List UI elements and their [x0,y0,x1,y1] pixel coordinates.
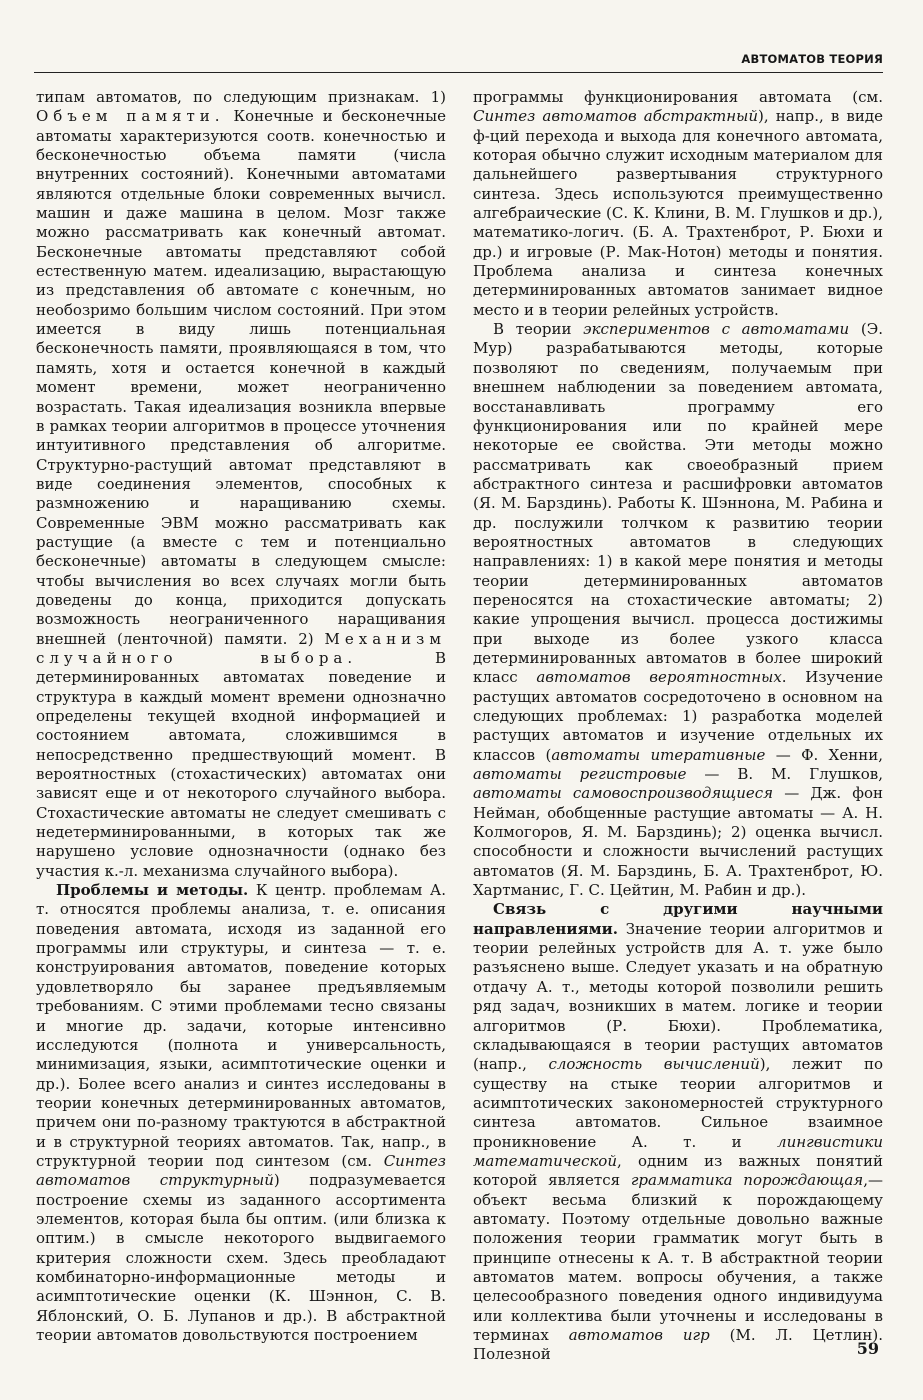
cross-reference[interactable]: Синтез автоматов абстрактный [473,107,758,126]
right-paragraph-2: В теории экспериментов с автоматами (Э. Мур) разрабатываются методы, которые позволяют по сведениям, получаемым при внешнем наблюдении за поведением автомата, восстанавливать программу его функционирования или по крайней мере некоторые ее свойства. Эти методы можно рассматривать как своеобразный прием абстрактного синтеза и расшифровки автоматов (Я. М. Барздинь). Работы К. Шэннона, М. Рабина и др. послужили толчком к развитию теории вероятностных автоматов в следующих направлениях: 1) в какой мере понятия и методы теории детерминированных автоматов переносятся на стохастические автоматы; 2) какие упрощения вычисл. процесса достижимы при выходе из более узкого класса детерминированных автоматов в более широкий класс автоматов вероятностных. Изучение растущих автоматов сосредоточено в основном на следующих проблемах: 1) разработка моделей растущих автоматов и изучение отдельных их классов (автоматы итеративные — Ф. Хенни, автоматы регистровые — В. М. Глушков, автоматы самовоспроизводящиеся — Дж. фон Нейман, обобщенные растущие автоматы — А. Н. Колмогоров, Я. М. Барздинь); 2) оценка вычисл. способности и сложности вычислений растущих автоматов (Я. М. Барздинь, Б. А. Трахтенброт, Ю. Хартманис, Г. С. Цейтин, М. Рабин и др.). [473,320,883,900]
cross-reference[interactable]: автоматы итеративные [551,745,766,764]
cross-reference[interactable]: грамматика порождающая [630,1171,864,1190]
cross-reference[interactable]: автоматов вероятностных [536,668,782,687]
cross-reference[interactable]: экспериментов с автоматами [583,320,850,339]
term-random-choice: Механизм случайного выбора. [36,629,446,667]
right-column [473,88,883,1365]
cross-reference[interactable]: лингвистики математической [473,1132,883,1170]
cross-reference[interactable]: автоматы самовоспроизводящиеся [473,784,774,803]
left-column [36,88,446,1345]
left-paragraph-2: Проблемы и методы. К центр. проблемам А. т. относятся проблемы анализа, т. е. описания поведения автомата, исходя из заданной его программы или структуры, и синтеза — т. е. конструирования автоматов, поведение которых удовлетворяло бы заранее предъявляемым требованиям. С этими проблемами тесно связаны и многие др. задачи, которые интенсивно исследуются (полнота и универсальность, минимизация, языки, асимптотические оценки и др.). Более всего анализ и синтез исследованы в теории конечных детерминированных автоматов, причем они по-разному трактуются в абстрактной и в структурной теориях автоматов. Так, напр., в структурной теории под синтезом (см. Синтез автоматов структурный) подразумевается построение схемы из заданного ассортимента элементов, которая была бы оптим. (или близка к оптим.) в смысле некоторого выдвигаемого критерия сложности схем. Здесь преобладают комбинаторно-информационные методы и асимптотические оценки (К. Шэннон, С. В. Яблонский, О. Б. Лупанов и др.). В абстрактной теории автоматов довольствуются построением [36,881,446,1344]
cross-reference[interactable]: автоматы регистровые [473,765,687,784]
right-paragraph-1: программы функционирования автомата (см. Синтез автоматов абстрактный), напр., в виде ф-ций перехода и выхода для конечного автомата, которая обычно служит исходным материалом для дальнейшего развертывания структурного синтеза. Здесь используются преимущественно алгебраические (С. К. Клини, В. М. Глушков и др.), математико-логич. (Б. А. Трахтенброт, Р. Бюхи и др.) и игровые (Р. Мак-Нотон) методы и понятия. Проблема анализа и синтеза конечных детерминированных автоматов занимает видное место и в теории релейных устройств. [473,88,883,319]
header-rule [34,72,883,73]
cross-reference[interactable]: Синтез автоматов структурный [36,1151,446,1190]
right-paragraph-3: Связь с другими научными направлениями. Значение теории алгоритмов и теории релейных устройств для А. т. уже было разъяснено выше. Следует указать и на обратную отдачу А. т., методы которой позволили решить ряд задач, возникших в матем. логике и теории алгоритмов (Р. Бюхи). Проблематика, складывающаяся в теории растущих автоматов (напр., сложность вычислений), лежит по существу на стыке теории алгоритмов и асимптотических закономерностей структурного синтеза автоматов. Сильное взаимное проникновение А. т. и лингвистики математической, одним из важных понятий которой является грамматика порождающая,— объект весьма близкий к порождающему автомату. Поэтому отдельные довольно важные положения теории грамматик могут быть в принципе отнесены к А. т. В абстрактной теории автоматов матем. вопросы обучения, а также целесообразного поведения одного индивидуума или коллектива были уточнены и исследованы в терминах автоматов игр (М. Л. Цетлин). Полезной [473,900,884,1364]
running-head: АВТОМАТОВ ТЕОРИЯ [741,52,883,66]
term-memory-volume: Объем памяти. [36,107,225,126]
cross-reference[interactable]: автоматов игр [568,1326,710,1344]
left-paragraph-1: типам автоматов, по следующим признакам. 1) Объем памяти. Конечные и бесконечные автоматы характеризуются соотв. конечностью и бесконечностью объема памяти (числа внутренних состояний). Конечными автоматами являются отдельные блоки современных вычисл. машин и даже машина в целом. Мозг также можно рассматривать как конечный автомат. Бесконечные автоматы представляют собой естественную матем. идеализацию, вырастающую из представления об автомате с конечным, но необозримо большим числом состояний. При этом имеется в виду лишь потенциальная бесконечность памяти, проявляющаяся в том, что память, хотя и остается конечной в каждый момент времени, может неограниченно возрастать. Такая идеализация возникла впервые в рамках теории алгоритмов в процессе уточнения интуитивного представления об алгоритме. Структурно-растущий автомат представляют в виде соединения элементов, способных к размножению и наращиванию схемы. Современные ЭВМ можно рассматривать как растущие (а вместе с тем и потенциально бесконечные) автоматы в следующем смысле: чтобы вычисления во всех случаях могли быть доведены до конца, приходится допускать возможность неограниченного наращивания внешней (ленточной) памяти. 2) Механизм случайного выбора. В детерминированных автоматах поведение и структура в каждый момент времени однозначно определены текущей входной информацией и состоянием автомата, сложившимся в непосредственно предшествующий момент. В вероятностных (стохастических) автоматах они зависят еще и от некоторого случайного выбора. Стохастические автоматы не следует смешивать с недетерминированными, в которых так же нарушено условие однозначности (однако без участия к.-л. механизма случайного выбора). [36,88,447,880]
cross-reference[interactable]: сложность вычислений [548,1055,760,1074]
section-heading-connections: Связь с другими научными направлениями. [473,900,883,938]
page-number: 59 [856,1339,879,1358]
section-heading-problems: Проблемы и методы. [56,881,249,900]
